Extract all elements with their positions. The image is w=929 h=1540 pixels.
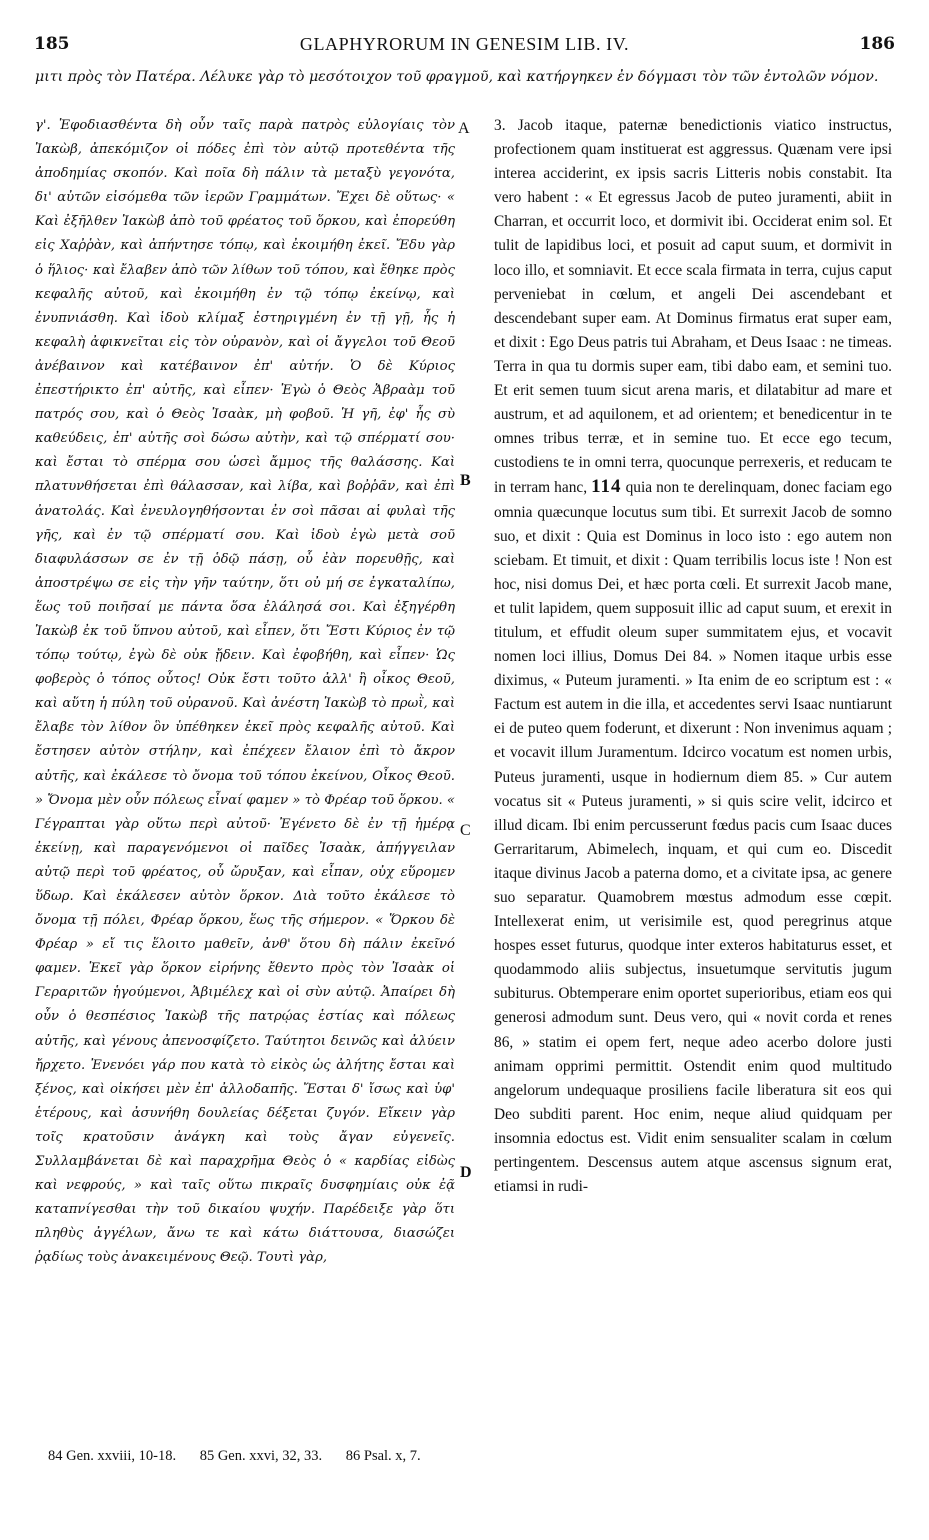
margin-marker-c: C — [460, 822, 471, 839]
page-number-right: 186 — [859, 34, 895, 54]
margin-marker-a: A — [458, 120, 470, 137]
section-heading: γ'. — [35, 118, 51, 133]
footnote-85: 85 Gen. xxvi, 32, 33. — [199, 1448, 323, 1464]
page-header — [20, 34, 909, 58]
intro-line: μιτι πρὸς τὸν Πατέρα. Λέλυκε γὰρ τὸ μεσότοιχον τοῦ φραγμοῦ, καὶ κατήργηκεν ἐν δόγμασι τὸν τῶν ἐντολῶν νόμον. — [35, 69, 879, 85]
footnotes — [48, 1448, 748, 1465]
latin-column — [494, 114, 892, 1432]
footnote-84: 84 Gen. xxviii, 10-18. — [48, 1448, 177, 1464]
greek-text: Ἐφοδιασθέντα δὴ οὖν ταῖς παρὰ πατρὸς εὐλογίαις τὸν Ἰακὼβ, ἀπεκόμιζον οἱ πόδες ἐπὶ τὸν αὐτῷ προτεθέντα τῆς ἀποδημίας σκοπόν. Καὶ ποῖα δὴ πάλιν τὰ μεταξὺ γεγονότα, δι' αὐτῶν εἰσόμεθα τῶν ἱερῶν Γραμμάτων. Ἔχει δὲ οὕτως· « Καὶ ἐξῆλθεν Ἰακὼβ ἀπὸ τοῦ φρέατος τοῦ ὅρκου, καὶ ἐπορεύθη εἰς Χαῤῥὰν, καὶ ἀπήντησε τόπῳ, καὶ ἐκοιμήθη ἐκεῖ. Ἔδυ γὰρ ὁ ἥλιος· καὶ ἔλαβεν ἀπὸ τῶν λίθων τοῦ τόπου, καὶ ἔθηκε πρὸς κεφαλῆς αὐτοῦ, καὶ ἐκοιμήθη ἐν τῷ τόπῳ ἐκείνῳ, καὶ ἐνυπνιάσθη. Καὶ ἰδοὺ κλίμαξ ἐστηριγμένη ἐν τῇ γῇ, ἧς ἡ κεφαλὴ ἀφικνεῖται εἰς τὸν οὐρανὸν, καὶ οἱ ἄγγελοι τοῦ Θεοῦ ἀνέβαινον καὶ κατέβαινον ἐπ' αὐτήν. Ὁ δὲ Κύριος ἐπεστήρικτο ἐπ' αὐτῆς, καὶ εἶπεν· Ἐγὼ ὁ Θεὸς Ἀβραὰμ τοῦ πατρός σου, καὶ ὁ Θεὸς Ἰσαὰκ, μὴ φοβοῦ. Ἡ γῆ, ἐφ' ἧς σὺ καθεύδεις, ἐπ' αὐτῆς σοὶ δώσω αὐτὴν, καὶ τῷ σπέρματί σου· καὶ ἔσται τὸ σπέρμα σου ὡσεὶ ἄμμος τῆς θαλάσσης. Καὶ πλατυνθήσεται ἐπὶ θάλασσαν, καὶ λίβα, καὶ βοῤῥᾶν, καὶ ἐπὶ ἀνατολάς. Καὶ ἐνευλογηθήσονται ἐν σοὶ πᾶσαι αἱ φυλαὶ τῆς γῆς, καὶ ἐν τῷ σπέρματί σου. Καὶ ἰδοὺ ἐγὼ μετὰ σοῦ διαφυλάσσων σε ἐν τῇ ὁδῷ πάσῃ, οὗ ἐὰν πορευθῇς, καὶ ἀποστρέψω σε εἰς τὴν γῆν ταύτην, ὅτι οὐ μή σε ἐγκαταλίπω, ἕως τοῦ ποιῆσαί με πάντα ὅσα ἐλάλησά σοι. Καὶ ἐξηγέρθη Ἰακὼβ ἐκ τοῦ ὕπνου αὐτοῦ, καὶ εἶπεν, ὅτι Ἔστι Κύριος ἐν τῷ τόπῳ τούτῳ, ἐγὼ δὲ οὐκ ᾔδειν. Καὶ ἐφοβήθη, καὶ εἶπεν· Ὡς φοβερὸς ὁ τόπος οὗτος! Οὐκ ἔστι τοῦτο ἀλλ' ἢ οἶκος Θεοῦ, καὶ αὕτη ἡ πύλη τοῦ οὐρανοῦ. Καὶ ἀνέστη Ἰακὼβ τὸ πρωῒ, καὶ ἔλαβε τὸν λίθον ὃν ὑπέθηκεν ἐκεῖ πρὸς κεφαλῆς αὐτοῦ. Καὶ ἔστησεν αὐτὸν στήλην, καὶ ἐπέχεεν ἔλαιον ἐπὶ τὸ ἄκρον αὐτῆς, καὶ ἐκάλεσε τὸ ὄνομα τοῦ τόπου ἐκείνου, Οἶκος Θεοῦ. » Ὄνομα μὲν οὖν πόλεως εἶναί φαμεν » τὸ Φρέαρ τοῦ ὅρκου. « Γέγραπται γὰρ οὕτω περὶ αὐτοῦ· Ἐγένετο δὲ ἐν τῇ ἡμέρᾳ ἐκείνῃ, καὶ παραγενόμενοι οἱ παῖδες Ἰσαὰκ, ἀπήγγειλαν αὐτῷ περὶ τοῦ φρέατος, οὗ ὤρυξαν, καὶ εἶπαν, οὐχ εὕρομεν ὕδωρ. Καὶ ἐκάλεσεν αὐτὸν ὅρκον. Διὰ τοῦτο ἐκάλεσε τὸ ὄνομα τῇ πόλει, Φρέαρ ὅρκου, ἕως τῆς σήμερον. « Ὅρκου δὲ Φρέαρ » εἴ τις ἕλοιτο μαθεῖν, ἀνθ' ὅτου δὴ πάλιν ἐκεῖνό φαμεν. Ἐκεῖ γὰρ ὅρκον εἰρήνης ἔθεντο πρὸς τὸν Ἰσαὰκ οἱ Γεραριτῶν ἡγούμενοι, Ἀβιμέλεχ καὶ οἱ σὺν αὐτῷ. Ἀπαίρει δὴ οὖν ὁ θεσπέσιος Ἰακὼβ τῆς πατρῴας ἑστίας καὶ πόλεως αὐτῆς, καὶ γένους ἀπενοσφίζετο. Ταύτητοι δεινῶς καὶ ἀλύειν ἤρχετο. Ἐνενόει γάρ που κατὰ τὸ εἰκὸς ὡς ἀλήτης ἔσται καὶ ξένος, καὶ οἰκήσει μὲν ἐπ' ἀλλοδαπῆς. Ἔσται δ' ἴσως καὶ ὑφ' ἑτέρους, καὶ ἀσυνήθη δουλείας δέξεται ζυγόν. Εἴκειν γὰρ τοῖς κρατοῦσιν ἀνάγκη καὶ τοὺς ἄγαν εὐγενεῖς. Συλλαμβάνεται δὲ καὶ παραχρῆμα Θεὸς ὁ « καρδίας εἰδὼς καὶ νεφρούς, » καὶ ταῖς οὕτω πικραῖς δυσφημίαις οὐκ ἐᾷ καταπνίγεσθαι τὴν τοῦ δικαίου ψυχήν. Παρέδειξε γὰρ ὅτι πληθὺς ἀγγέλων, ἄνω τε καὶ κάτω διάττουσα, διασώζει ῥᾳδίως τοὺς ἀνακειμένους Θεῷ. Τουτὶ γὰρ, — [35, 118, 455, 1266]
running-title: GLAPHYRORUM IN GENESIM LIB. IV. — [299, 34, 630, 54]
latin-text-part1: 3. Jacob itaque, paternæ benedictionis viatico instructus, profectionem quam instituerat est aggressus. Quænam vere ipsi interea acciderint, ex ipsis sacris Litteris nobis constabit. Ita vero habent : « Et egressus Jacob de puteo juramenti, abiit in Charran, et occurrit loco, et dormivit ibi. Occiderat enim sol. Et tulit de lapidibus loci, et posuit ad caput suum, et dormivit in loco illo, et somniavit. Et ecce scala firmata in terra, cujus caput perveniebat in cœlum, et angeli Dei ascendebant et descendebant super eam. At Dominus firmatus erat super eam, et dixit : Ego Deus patris tui Abraham, et Deus Isaac : ne timeas. Terra in qua tu dormis super eam, tibi dabo eam, et semini tuo. Et erit semen tuum sicut arena maris, et dilatabitur ad mare et austrum, et ad aquilonem, et ad orientem; et benedicentur in te omnes tribus terræ, et in semine tuo. Et ecce ego tecum, custodiens te in omni terra, quocunque perrexeris, et reducam te in terram hanc, — [494, 117, 892, 497]
page-number-left: 185 — [34, 34, 70, 54]
greek-column — [35, 114, 455, 1432]
footnote-86: 86 Psal. x, 7. — [345, 1448, 421, 1464]
column-page-marker: 114 — [591, 476, 622, 498]
latin-text-part2: quia non te derelinquam, donec faciam ego omnia quæcunque locutus sum tibi. Et surrexit Jacob de somno suo, et dixit : Quia est Dominus in loco isto : ego autem non sciebam. Et timuit, et dixit : Quam terribilis locus iste ! Non est hoc, nisi domus Dei, et hæc porta cœli. Et surrexit Jacob mane, et tulit lapidem, quem supposuit illic ad caput suum, et erexit in titulum, et effudit oleum super summitatem ejus, et vocavit nomen loci illius, Domus Dei 84. » Nomen itaque urbis esse diximus, « Puteum juramenti. » Ita enim de eo scriptum est : « Factum est autem in die illa, et accedentes servi Isaac nuntiarunt ei de puteo quem foderunt, et dixerunt : Non invenimus aquam ; et vocavit illum Juramentum. Idcirco vocatum est nomen urbis, Puteus juramenti, usque in hodiernum diem 85. » Cur autem vocatus sit « Puteus juramenti, » si quis scire velit, idcirco et illud dicam. Ibi enim percusserunt fœdus pacis cum Isaac duces Gerraritarum, Abimelech, inquam, et qui cum eo. Discedit itaque divinus Jacob a paterna domo, et a civitate ipsa, ac genere suo separatur. Quamobrem mœstus admodum esse cœpit. Intellexerat enim, ut verisimile est, quod peregrinus atque hospes esset futurus, quodque inter exteros habitaturus esset, et quodammodo aliis subjectus, insuetumque servitutis jugum subiturus. Obtemperare enim oportet superioribus, etiam eos qui generosi admodum sunt. Deus vero, qui « novit corda et renes 86, » statim ei opem fert, neque adeo acerbo dolore justi animam opprimi permittit. Ostendit enim quod multitudo angelorum undequaque prosiliens facile liberatura sit eos qui Deo subditi parent. Hoc enim, neque aliud quidquam per insomnia edoctus est. Vidit enim sensualiter scalam in cœlum pertingentem. Descensus autem atque ascensus signum erat, etiamsi in rudi- — [494, 479, 892, 1196]
margin-marker-d: D — [460, 1164, 472, 1181]
margin-marker-b: B — [460, 472, 471, 489]
